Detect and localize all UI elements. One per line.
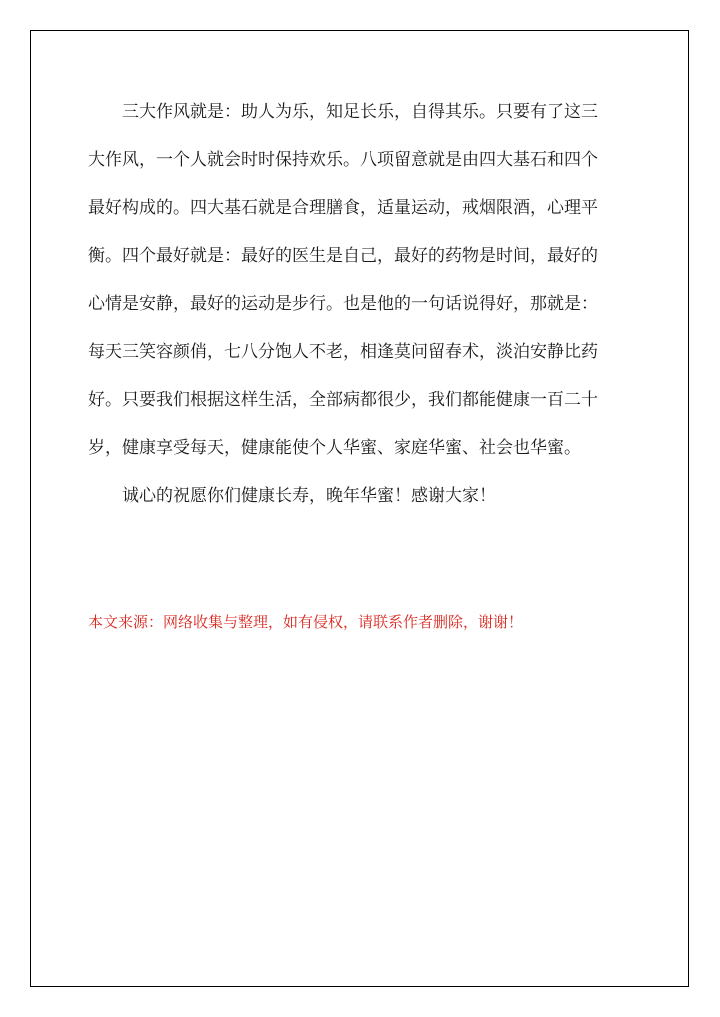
body-line-8: 岁，健康享受每天，健康能使个人华蜜、家庭华蜜、社会也华蜜。 — [88, 438, 581, 458]
body-line-5: 心情是安静，最好的运动是步行。也是他的一句话说得好，那就是： — [88, 294, 598, 314]
source-note: 本文来源：网络收集与整理，如有侵权，请联系作者删除，谢谢！ — [88, 613, 524, 631]
body-line-1: 三大作风就是：助人为乐，知足长乐，自得其乐。只要有了这三 — [88, 102, 598, 122]
body-line-6: 每天三笑容颜俏，七八分饱人不老，相逢莫问留春术，淡泊安静比药 — [88, 342, 598, 362]
page-frame — [30, 30, 689, 987]
body-line-7: 好。只要我们根据这样生活，全部病都很少，我们都能健康一百二十 — [88, 390, 598, 410]
body-line-4: 衡。四个最好就是：最好的医生是自己，最好的药物是时间，最好的 — [88, 246, 598, 266]
body-line-2: 大作风，一个人就会时时保持欢乐。八项留意就是由四大基石和四个 — [88, 150, 598, 170]
closing-line: 诚心的祝愿你们健康长寿，晚年华蜜！感谢大家！ — [88, 486, 496, 506]
body-line-3: 最好构成的。四大基石就是合理膳食，适量运动，戒烟限酒，心理平 — [88, 198, 598, 218]
